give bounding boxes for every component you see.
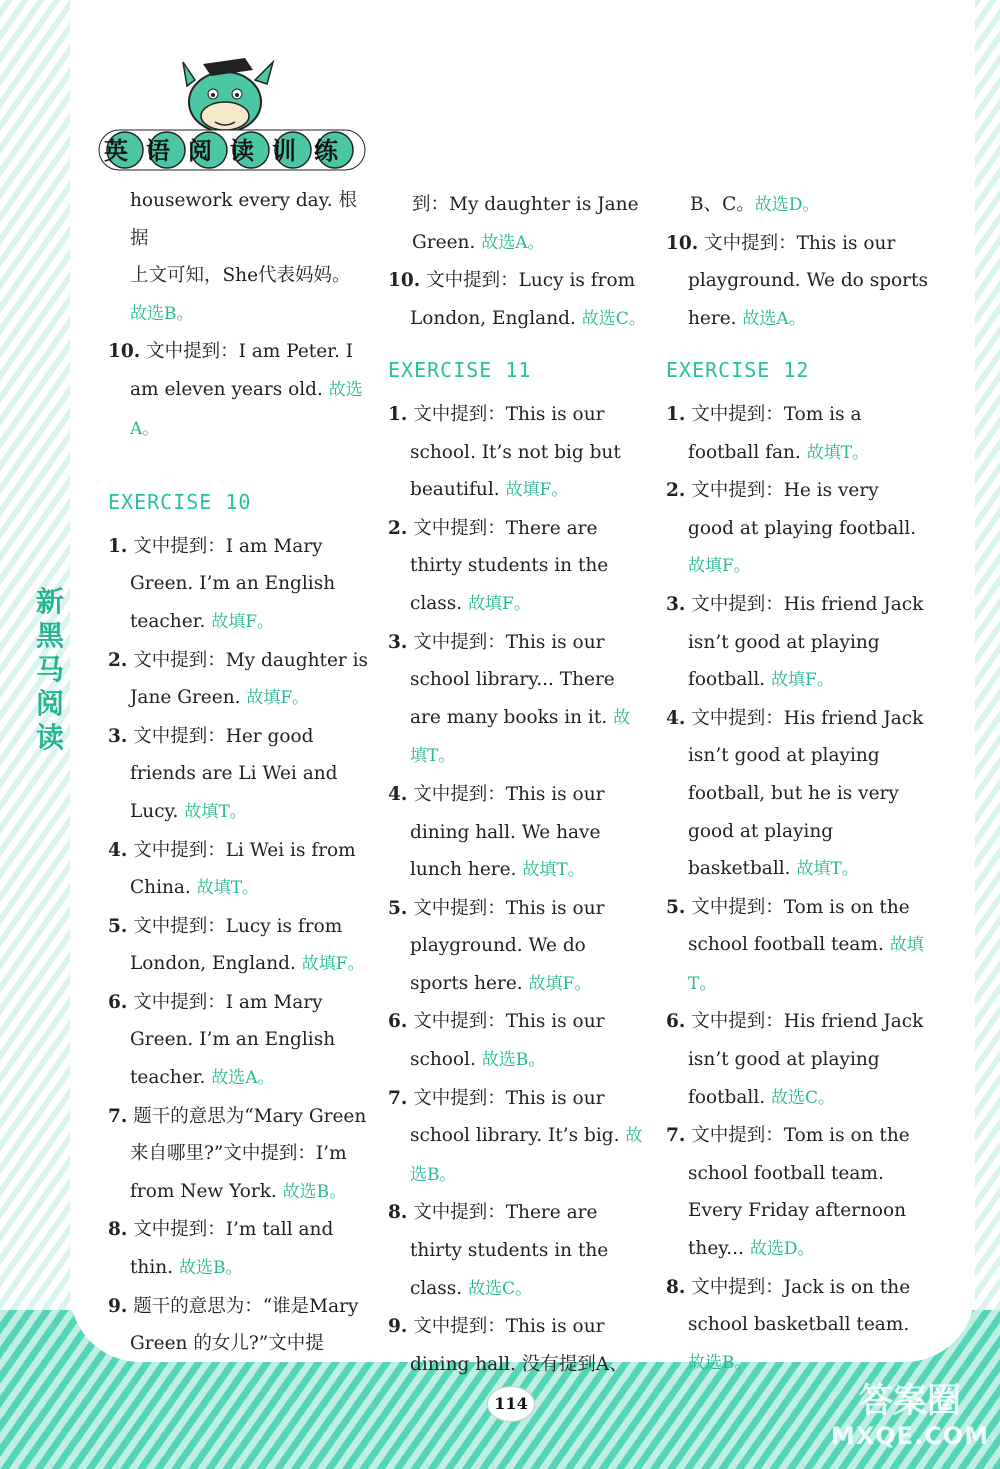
col2-item: 8. 文中提到：There are thirty students in the class. 故选C。	[388, 1202, 609, 1299]
col3-item: 8. 文中提到：Jack is on the school basketball team. 故选B。	[666, 1276, 911, 1373]
page-number: 114	[487, 1386, 535, 1422]
col2-q10: 10. 文中提到：Lucy is from London, England. 故选C。	[388, 270, 646, 329]
col1-item: 2. 文中提到：My daughter is Jane Green. 故填F。	[108, 649, 369, 709]
col1-item: 4. 文中提到：Li Wei is from China. 故填T。	[108, 839, 356, 899]
col1-item: 5. 文中提到：Lucy is from London, England. 故填F。	[108, 915, 365, 975]
col2-item: 7. 文中提到：This is our school library. It’s big. 故选B。	[388, 1087, 643, 1185]
col1-item: 9. 题干的意思为：“谁是Mary Green 的女儿?”文中提	[108, 1295, 359, 1355]
column-3	[666, 186, 928, 1382]
col2-item: 5. 文中提到：This is our playground. We do sports here. 故填F。	[388, 897, 605, 994]
watermark-url: MXQE.COM	[830, 1422, 990, 1450]
col2-item: 3. 文中提到：This is our school library... There are many books in it. 故填T。	[388, 631, 631, 767]
svg-text:英语阅读训练: 英语阅读训练	[104, 137, 356, 165]
col3-item: 4. 文中提到：His friend Jack isn’t good at playing football, but he is very good at playing basketball. 故填T。	[666, 707, 924, 880]
col1-answer: 故选B。	[130, 303, 194, 324]
col1-line: 上文可知，She代表妈妈。	[130, 265, 351, 287]
header-logo	[95, 50, 370, 175]
col2-item: 4. 文中提到：This is our dining hall. We have lunch here. 故填T。	[388, 783, 605, 881]
exercise-10-heading: EXERCISE 10	[108, 490, 252, 515]
col1-item: 6. 文中提到：I am Mary Green. I’m an English teacher. 故选A。	[108, 991, 336, 1089]
col3-item: 6. 文中提到：His friend Jack isn’t good at playing football. 故选C。	[666, 1011, 924, 1108]
col3-item: 2. 文中提到：He is very good at playing football. 故填F。	[666, 480, 917, 577]
column-2	[388, 186, 646, 1384]
col3-item: 7. 文中提到：Tom is on the school football team. Every Friday afternoon they... 故选D。	[666, 1125, 910, 1260]
col1-item: 8. 文中提到：I’m tall and thin. 故选B。	[108, 1219, 334, 1279]
col3-q10: 10. 文中提到：This is our playground. We do sports here. 故选A。	[666, 232, 928, 329]
col3-continuation: B、C。故选D。	[690, 194, 820, 215]
watermark-logo-text: 答案圈	[859, 1381, 961, 1421]
col1-item: 1. 文中提到：I am Mary Green. I’m an English teacher. 故填F。	[108, 535, 336, 632]
col3-item: 3. 文中提到：His friend Jack isn’t good at playing football. 故填F。	[666, 593, 924, 691]
col3-item: 1. 文中提到：Tom is a football fan. 故填T。	[666, 403, 870, 463]
horse-mascot-icon	[183, 58, 273, 132]
col1-line: housework every day. 根据	[130, 190, 357, 249]
col2-continuation: 到：My daughter is Jane Green. 故选A。	[412, 194, 639, 253]
column-1	[108, 182, 370, 1364]
side-series-title: 新黑马阅读	[35, 585, 64, 754]
exercise-12-heading: EXERCISE 12	[666, 358, 810, 383]
col2-item: 2. 文中提到：There are thirty students in the class. 故填F。	[388, 517, 609, 614]
col2-item: 1. 文中提到：This is our school. It’s not big but beautiful. 故填F。	[388, 403, 621, 501]
col2-item: 6. 文中提到：This is our school. 故选B。	[388, 1011, 605, 1071]
exercise-11-heading: EXERCISE 11	[388, 358, 532, 383]
col1-item: 7. 题干的意思为“Mary Green来自哪里?”文中提到：I’m from New York. 故选B。	[108, 1105, 367, 1202]
col1-item: 3. 文中提到：Her good friends are Li Wei and Lucy. 故填T。	[108, 725, 338, 822]
watermark	[825, 1380, 995, 1460]
col1-q10: 10. 文中提到：I am Peter. I am eleven years old. 故选A。	[108, 341, 363, 439]
col2-item: 9. 文中提到：This is our dining hall. 没有提到A、	[388, 1316, 628, 1375]
col3-item: 5. 文中提到：Tom is on the school football team. 故填T。	[666, 896, 924, 994]
